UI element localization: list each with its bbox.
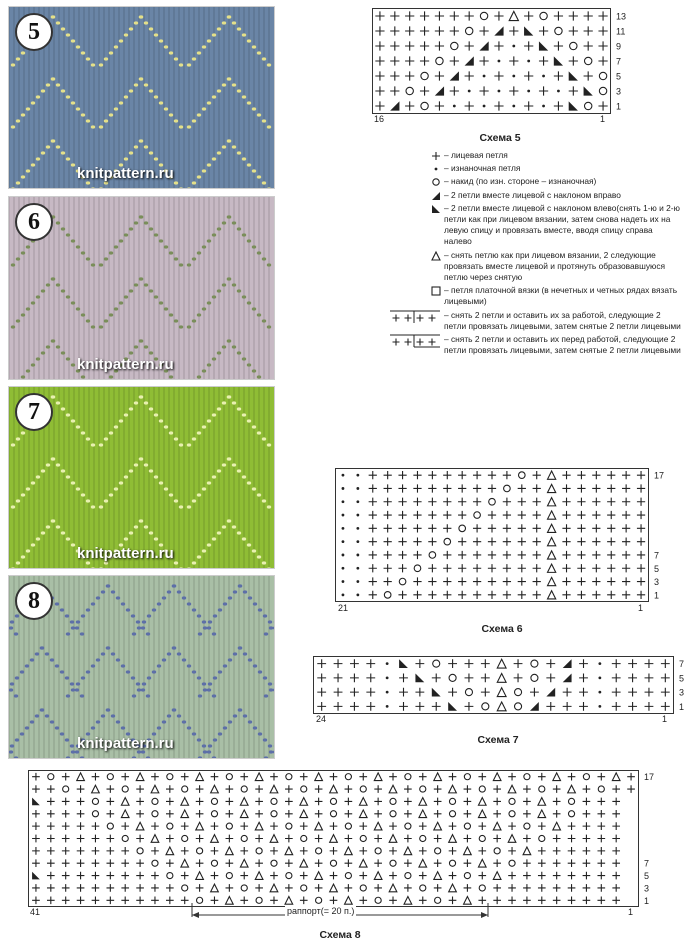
stitch-symbol xyxy=(356,593,359,596)
stitch-symbol xyxy=(483,105,486,108)
stitch-symbol xyxy=(468,90,471,93)
photo-number: 6 xyxy=(15,203,53,241)
row-number: 13 xyxy=(616,11,627,22)
row-number: 7 xyxy=(616,56,622,67)
row-number: 5 xyxy=(616,71,622,82)
chart-left-label: 21 xyxy=(338,603,349,613)
stitch-symbol xyxy=(432,252,440,260)
stitch-symbol xyxy=(432,192,440,200)
k2tog-right-icon xyxy=(382,190,442,202)
row-number: 3 xyxy=(679,687,685,698)
knit-photo-7 xyxy=(8,386,275,569)
chart-grid xyxy=(335,468,678,603)
stitch-symbol xyxy=(393,339,400,346)
legend-item xyxy=(382,163,682,174)
row-number: 7 xyxy=(679,659,685,670)
chart-title: Схема 5 xyxy=(479,132,521,144)
chart-scheme-7 xyxy=(313,656,695,715)
watermark: knitpattern.ru xyxy=(77,165,174,182)
stitch-symbol xyxy=(557,90,560,93)
stitch-symbol xyxy=(342,567,345,570)
stitch-symbol xyxy=(453,105,456,108)
stitch-symbol xyxy=(393,314,400,321)
legend-text: – лицевая петля xyxy=(444,150,508,160)
row-number: 1 xyxy=(679,701,685,712)
legend-item xyxy=(382,176,682,187)
stitch-symbol xyxy=(342,474,345,477)
watermark: knitpattern.ru xyxy=(77,356,174,373)
photo-number: 8 xyxy=(15,582,53,620)
cable-left-icon xyxy=(382,310,442,324)
legend-text: – снять 2 петли и оставить их перед работой, следующие 2 петли провязать лицевыми, затем снятые 2 петли лицевыми xyxy=(444,334,681,356)
stitch-symbol xyxy=(432,205,440,213)
row-number: 7 xyxy=(654,550,660,561)
row-number: 7 xyxy=(644,858,650,869)
stitch-symbol xyxy=(542,105,545,108)
chart-title: Схема 7 xyxy=(477,734,519,746)
chart-grid xyxy=(372,8,640,115)
stitch-symbol xyxy=(598,662,601,665)
chart-right-label: 1 xyxy=(662,714,668,724)
chart-frame xyxy=(314,657,674,714)
stitch-symbol xyxy=(527,90,530,93)
legend-text: – 2 петли вместе лицевой с наклоном вправо xyxy=(444,189,621,200)
legend-text: – снять 2 петли и оставить их за работой, следующие 2 петли провязать лицевыми, затем снятые 2 петли лицевыми xyxy=(444,309,681,331)
k2tog-left-icon xyxy=(382,203,442,215)
chart-scheme-6 xyxy=(335,468,678,603)
yarn-over-icon xyxy=(382,176,442,188)
stitch-symbol xyxy=(498,60,501,63)
row-number: 1 xyxy=(616,101,622,112)
row-number: 9 xyxy=(616,41,622,52)
knit-photo-8 xyxy=(8,575,275,759)
stitch-symbol xyxy=(432,287,440,295)
stitch-symbol xyxy=(429,339,436,346)
stitch-symbol xyxy=(405,339,412,346)
chart-right-label: 1 xyxy=(628,907,634,917)
knit-photo-6 xyxy=(8,196,275,380)
chart-title: Схема 8 xyxy=(319,929,361,941)
stitch-symbol xyxy=(527,60,530,63)
stitch-symbol xyxy=(356,554,359,557)
stitch-symbol xyxy=(356,567,359,570)
legend-item xyxy=(382,285,682,307)
stitch-symbol xyxy=(342,487,345,490)
stitch-symbol xyxy=(356,540,359,543)
symbol-legend xyxy=(382,150,682,358)
chart-scheme-8 xyxy=(28,770,668,908)
row-number: 11 xyxy=(616,26,626,37)
chart-right-label: 1 xyxy=(638,603,644,613)
stitch-symbol xyxy=(356,487,359,490)
stitch-symbol xyxy=(433,179,439,185)
garter-stitch-icon xyxy=(382,285,442,297)
chart-left-label: 41 xyxy=(30,907,41,917)
stitch-symbol xyxy=(598,676,601,679)
row-number: 17 xyxy=(654,470,665,481)
stitch-symbol xyxy=(356,527,359,530)
stitch-symbol xyxy=(356,580,359,583)
stitch-symbol xyxy=(417,314,424,321)
cable-right-icon xyxy=(382,334,442,348)
stitch-symbol xyxy=(429,314,436,321)
stitch-symbol xyxy=(386,676,389,679)
stitch-symbol xyxy=(512,45,515,48)
row-number: 17 xyxy=(644,772,655,783)
row-number: 3 xyxy=(616,86,622,97)
rapport-bracket xyxy=(190,903,490,928)
row-number: 3 xyxy=(654,577,660,588)
chart-left-label: 24 xyxy=(316,714,327,724)
stitch-symbol xyxy=(356,500,359,503)
row-number: 3 xyxy=(644,883,650,894)
stitch-symbol xyxy=(342,593,345,596)
row-number: 5 xyxy=(644,871,650,882)
chart-left-label: 16 xyxy=(374,114,385,124)
stitch-symbol xyxy=(386,691,389,694)
watermark: knitpattern.ru xyxy=(77,545,174,562)
stitch-symbol xyxy=(483,75,486,78)
legend-item xyxy=(382,250,682,284)
stitch-symbol xyxy=(598,691,601,694)
stitch-symbol xyxy=(342,500,345,503)
legend-text: – снять петлю как при лицевом вязании, 2 следующие провязать вместе лицевой и протянуть образовавшуюся петлю через снятую xyxy=(444,249,666,283)
row-number: 5 xyxy=(654,563,660,574)
stitch-symbol xyxy=(498,90,501,93)
stitch-symbol xyxy=(342,514,345,517)
stitch-symbol xyxy=(512,75,515,78)
stitch-symbol xyxy=(405,314,412,321)
chart-title: Схема 6 xyxy=(481,623,523,635)
photo-number: 7 xyxy=(15,393,53,431)
legend-text: – 2 петли вместе лицевой с наклоном влево(снять 1-ю и 2-ю петли как при лицевом вязании, затем снова надеть их на левую спицу и провязать вместе, вводя спицу справа налево xyxy=(444,202,680,247)
stitch-symbol xyxy=(435,168,438,171)
photo-number: 5 xyxy=(15,13,53,51)
watermark: knitpattern.ru xyxy=(77,735,174,752)
legend-text: – накид (по изн. стороне – изнаночная) xyxy=(444,176,597,187)
chart-frame xyxy=(29,771,639,907)
row-number: 5 xyxy=(679,673,685,684)
row-number: 1 xyxy=(654,590,660,601)
chart-grid xyxy=(313,656,695,715)
knit-photo-5 xyxy=(8,6,275,189)
stitch-symbol xyxy=(386,662,389,665)
stitch-symbol xyxy=(342,527,345,530)
legend-item xyxy=(382,203,682,248)
legend-text: – петля платочной вязки (в нечетных и четных рядах вязать лицевыми) xyxy=(444,285,678,307)
purl-stitch-icon xyxy=(382,163,442,175)
stitch-symbol xyxy=(342,540,345,543)
stitch-symbol xyxy=(342,580,345,583)
legend-item xyxy=(382,334,682,356)
stitch-symbol xyxy=(356,514,359,517)
legend-item xyxy=(382,150,682,161)
legend-item xyxy=(382,310,682,332)
stitch-symbol xyxy=(356,474,359,477)
stitch-symbol xyxy=(598,705,601,708)
double-decrease-icon xyxy=(382,250,442,262)
chart-right-label: 1 xyxy=(600,114,606,124)
row-number: 1 xyxy=(644,895,650,906)
stitch-symbol xyxy=(417,339,424,346)
stitch-symbol xyxy=(432,152,440,160)
legend-text: – изнаночная петля xyxy=(444,163,521,174)
rapport-label: раппорт(= 20 п.) xyxy=(287,906,355,916)
knit-stitch-icon xyxy=(382,150,442,162)
legend-item xyxy=(382,190,682,201)
stitch-symbol xyxy=(342,554,345,557)
stitch-symbol xyxy=(512,105,515,108)
chart-scheme-5 xyxy=(372,8,640,115)
stitch-symbol xyxy=(542,75,545,78)
stitch-symbol xyxy=(386,705,389,708)
chart-grid xyxy=(28,770,668,908)
